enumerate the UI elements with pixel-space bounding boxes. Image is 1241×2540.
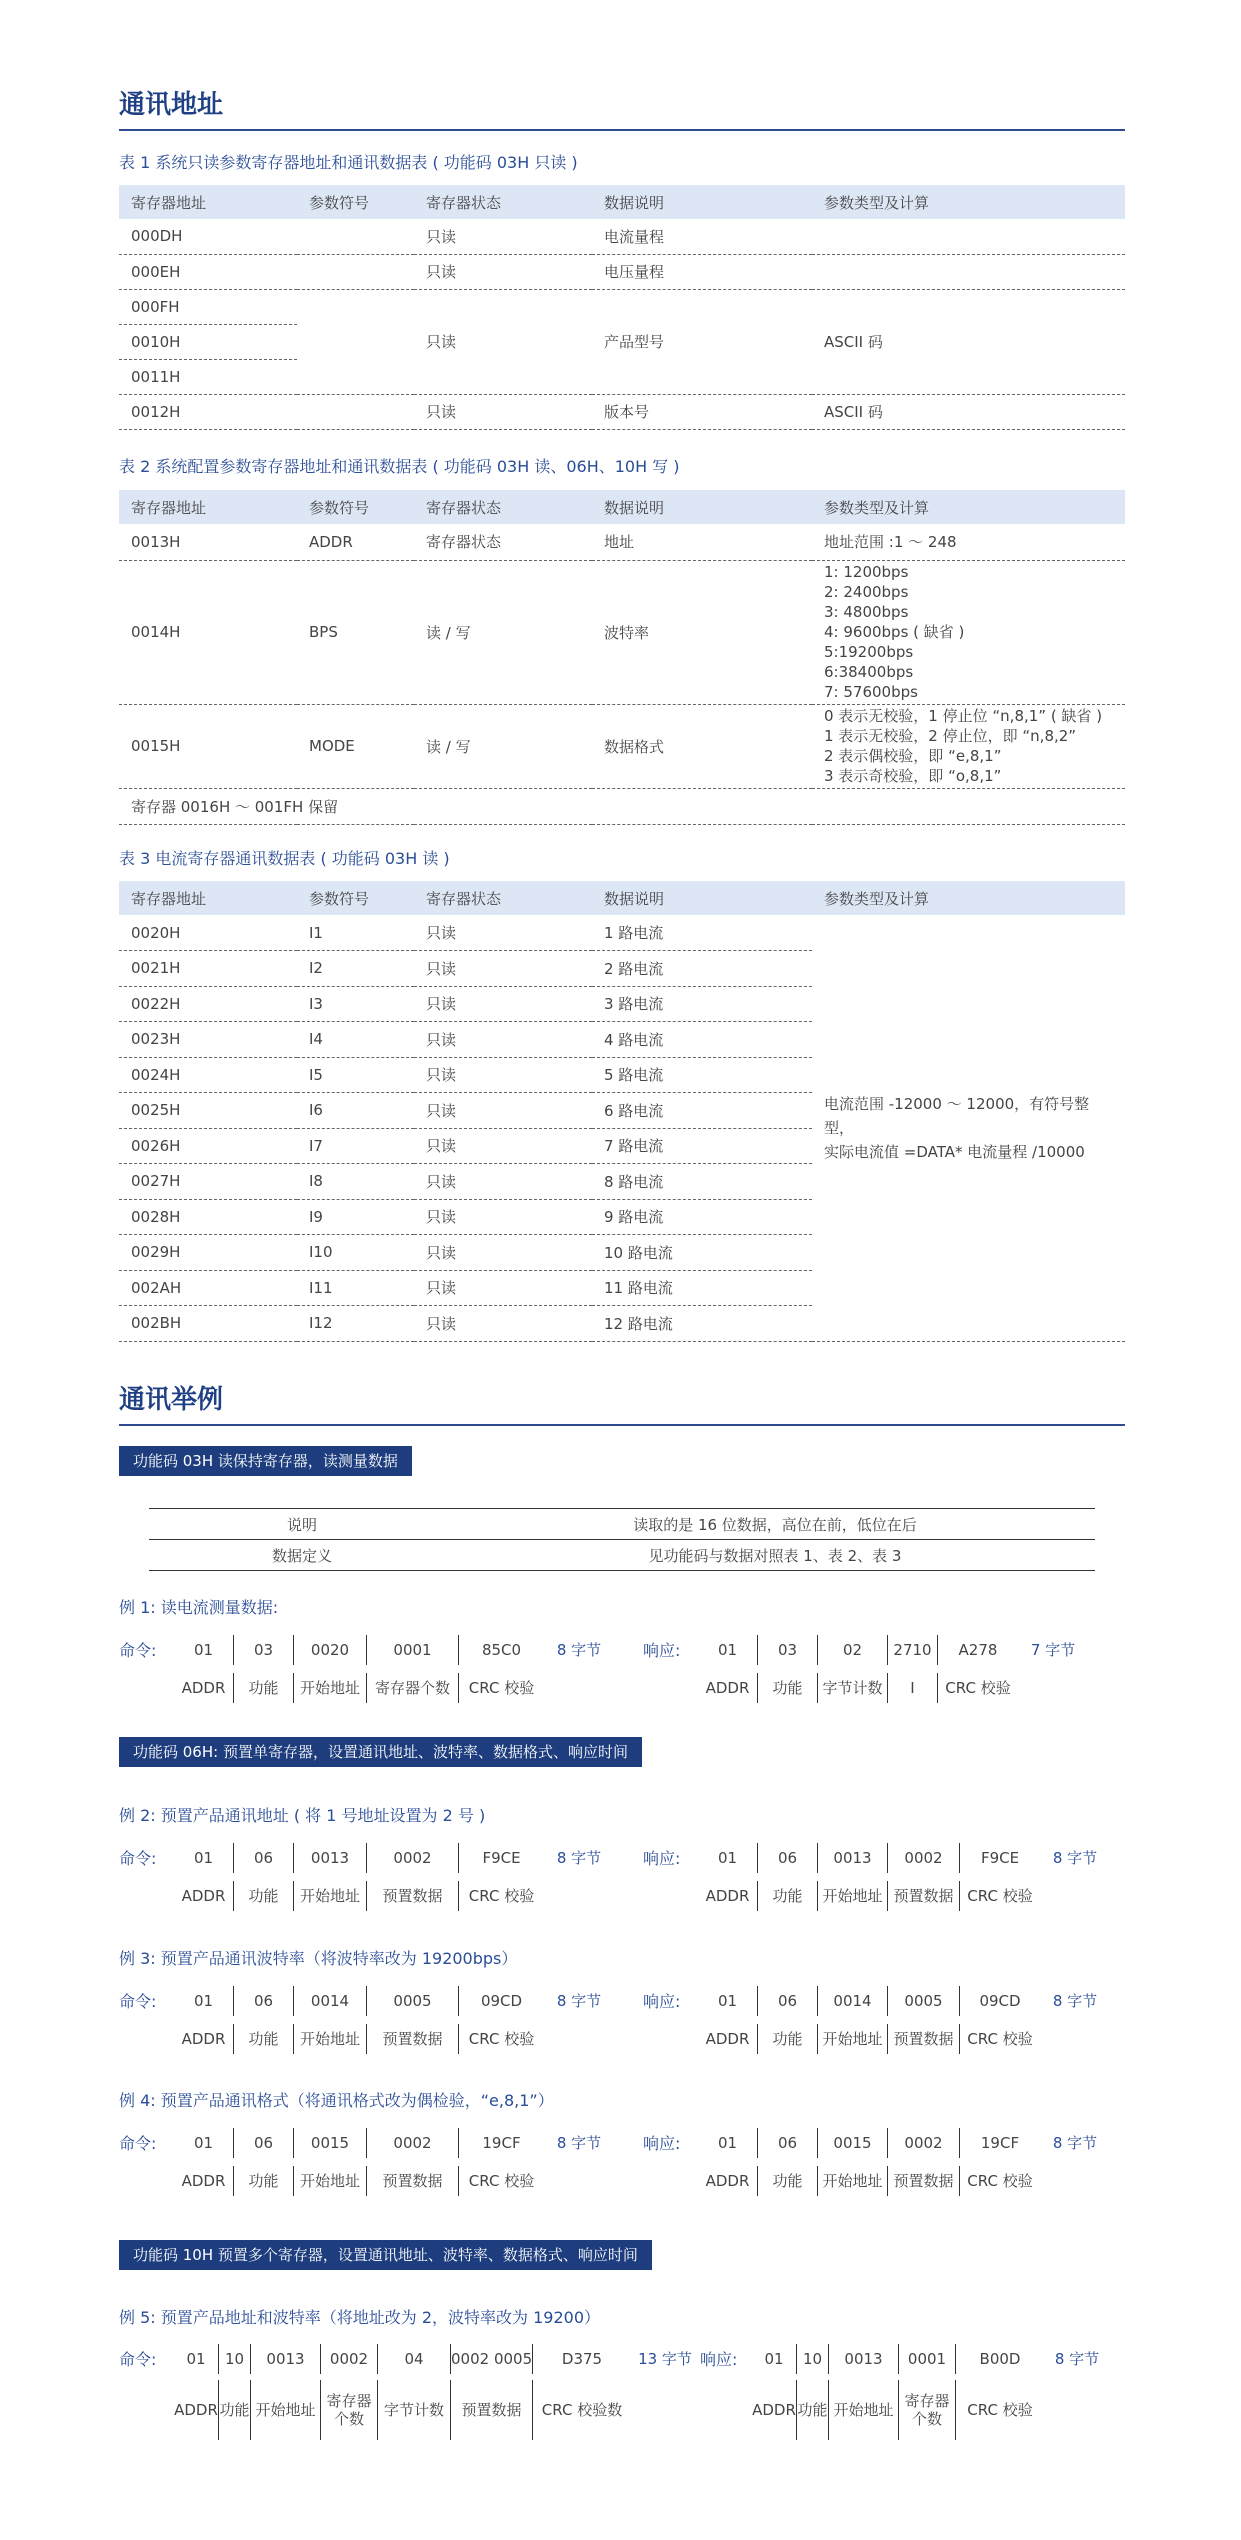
cell-state: 只读 <box>414 289 592 394</box>
example1-command-labels <box>174 1673 544 1703</box>
cmd-byte: 01 <box>174 1843 234 1873</box>
cell-type: ASCII 码 <box>812 394 1125 429</box>
resp-field-label: 开始地址 <box>829 2380 899 2440</box>
resp-byte: 0002 <box>888 2128 960 2158</box>
resp-field-label: ADDR <box>698 2166 758 2196</box>
cmd-byte-count: 8 字节 <box>556 2134 602 2152</box>
table-header-row <box>119 185 1125 219</box>
cmd-field-label: 开始地址 <box>251 2380 321 2440</box>
example1-command-bytes <box>174 1635 614 1665</box>
example5-title: 例 5: 预置产品地址和波特率（将地址改为 2，波特率改为 19200） <box>119 2308 600 2327</box>
resp-field-label: 开始地址 <box>818 1881 888 1911</box>
cell-addr: 0028H <box>119 1199 297 1235</box>
table1-caption: 表 1 系统只读参数寄存器地址和通讯数据表 ( 功能码 03H 只读 ) <box>119 153 578 172</box>
cell-state: 读 / 写 <box>414 704 592 788</box>
example4-response-labels <box>698 2166 1040 2196</box>
desc-value: 见功能码与数据对照表 1、表 2、表 3 <box>455 1540 1095 1571</box>
cmd-byte: 01 <box>174 1635 234 1665</box>
desc-value: 读取的是 16 位数据，高位在前，低位在后 <box>455 1509 1095 1540</box>
cell-desc: 9 路电流 <box>592 1199 812 1235</box>
cell-desc: 6 路电流 <box>592 1093 812 1129</box>
cell-sym: BPS <box>297 560 414 704</box>
resp-field-label: I <box>888 1673 938 1703</box>
resp-byte: 0014 <box>818 1986 888 2016</box>
cell-addr: 000EH <box>119 254 297 289</box>
cell-desc: 1 路电流 <box>592 915 812 951</box>
reserved-note: 寄存器 0016H ～ 001FH 保留 <box>119 788 1125 824</box>
section-title-examples: 通讯举例 <box>119 1385 224 1415</box>
example5-response-labels <box>752 2380 1044 2440</box>
cmd-byte: 01 <box>174 1986 234 2016</box>
example3-title: 例 3: 预置产品通讯波特率（将波特率改为 19200bps） <box>119 1949 518 1968</box>
cell-state: 只读 <box>414 394 592 429</box>
resp-byte: 0001 <box>899 2344 956 2374</box>
cell-desc: 7 路电流 <box>592 1128 812 1164</box>
cell-desc: 产品型号 <box>592 289 812 394</box>
format-option: 0 表示无校验，1 停止位 “n,8,1” ( 缺省 ) <box>824 707 1103 725</box>
resp-field-label: 功能 <box>797 2380 829 2440</box>
cell-sym: I12 <box>297 1306 414 1342</box>
header-cell: 寄存器状态 <box>414 490 592 524</box>
cell-desc: 电流量程 <box>592 219 812 254</box>
cmd-field-label: ADDR <box>174 2380 219 2440</box>
format-option: 3 表示奇校验，即 “o,8,1” <box>824 767 1002 785</box>
cell-addr: 0014H <box>119 560 297 704</box>
baud-option: 6:38400bps <box>824 663 914 681</box>
example2-command-bytes <box>174 1843 614 1873</box>
resp-byte: 0013 <box>818 1843 888 1873</box>
cell-addr: 0011H <box>119 359 297 394</box>
cell-desc: 波特率 <box>592 560 812 704</box>
response-label: 响应: <box>700 2350 738 2369</box>
example1-response-bytes <box>698 1635 1088 1665</box>
cell-addr: 0022H <box>119 986 297 1022</box>
cmd-byte-count: 8 字节 <box>556 1849 602 1867</box>
example1-title: 例 1: 读电流测量数据: <box>119 1598 279 1617</box>
resp-field-label: 功能 <box>758 1881 818 1911</box>
table-header-row <box>119 881 1125 915</box>
response-label: 响应: <box>643 1849 681 1868</box>
cell-state: 只读 <box>414 915 592 951</box>
example5-command-labels <box>174 2380 631 2440</box>
cell-state: 只读 <box>414 1199 592 1235</box>
cmd-byte: 0014 <box>294 1986 367 2016</box>
header-cell: 寄存器地址 <box>119 490 297 524</box>
command-label: 命令: <box>119 1849 157 1868</box>
cmd-field-label: 预置数据 <box>367 2024 459 2054</box>
cell-desc: 11 路电流 <box>592 1270 812 1306</box>
table-row <box>119 704 1125 788</box>
resp-byte: 03 <box>758 1635 818 1665</box>
header-cell: 参数类型及计算 <box>812 881 1125 915</box>
cmd-field-label: 功能 <box>234 1881 294 1911</box>
cell-state: 只读 <box>414 1306 592 1342</box>
cmd-field-label: 预置数据 <box>367 1881 459 1911</box>
resp-byte: A278 <box>958 1641 998 1659</box>
cell-desc: 5 路电流 <box>592 1057 812 1093</box>
resp-byte: 0002 <box>888 1843 960 1873</box>
cell-state: 只读 <box>414 1022 592 1058</box>
cmd-byte-count: 13 字节 <box>638 2350 692 2368</box>
section-rule <box>119 1424 1125 1426</box>
header-cell: 参数符号 <box>297 881 414 915</box>
resp-byte: 01 <box>698 2128 758 2158</box>
cmd-field-label: CRC 校验数 <box>541 2401 623 2419</box>
table1 <box>119 185 1125 430</box>
example2-title: 例 2: 预置产品通讯地址 ( 将 1 号地址设置为 2 号 ) <box>119 1806 486 1825</box>
resp-field-label: CRC 校验 <box>967 1887 1033 1905</box>
cell-type <box>812 254 1125 289</box>
resp-byte: 0015 <box>818 2128 888 2158</box>
cell-type <box>812 915 1125 1341</box>
current-formula-text: 实际电流值 =DATA* 电流量程 /10000 <box>824 1142 1085 1161</box>
cell-sym: I11 <box>297 1270 414 1306</box>
example1-response-labels <box>698 1673 1018 1703</box>
cell-sym: I1 <box>297 915 414 951</box>
cmd-field-label: ADDR <box>174 1881 234 1911</box>
baud-option: 2: 2400bps <box>824 583 909 601</box>
function-banner-03h: 功能码 03H 读保持寄存器，读测量数据 <box>119 1446 412 1476</box>
table-row <box>149 1540 1095 1571</box>
cmd-field-label: ADDR <box>174 2024 234 2054</box>
cell-state: 只读 <box>414 986 592 1022</box>
cmd-byte: 85C0 <box>481 1641 522 1659</box>
cmd-field-label: 开始地址 <box>294 2166 367 2196</box>
resp-field-label: 寄存器个数 <box>899 2380 956 2440</box>
header-cell: 寄存器地址 <box>119 881 297 915</box>
cell-state: 只读 <box>414 1093 592 1129</box>
cmd-field-label: 功能 <box>234 2166 294 2196</box>
resp-byte: 01 <box>698 1986 758 2016</box>
cell-state: 读 / 写 <box>414 560 592 704</box>
header-cell: 数据说明 <box>592 490 812 524</box>
current-range-text: 电流范围 -12000 ～ 12000，有符号整型， <box>824 1094 1090 1137</box>
table-row <box>119 219 1125 254</box>
cmd-byte: D375 <box>561 2350 603 2368</box>
cmd-byte-count: 8 字节 <box>556 1641 602 1659</box>
cell-desc: 12 路电流 <box>592 1306 812 1342</box>
resp-field-label: 开始地址 <box>818 2024 888 2054</box>
resp-byte: 01 <box>698 1843 758 1873</box>
resp-field-label: ADDR <box>698 1881 758 1911</box>
cmd-field-label: CRC 校验 <box>468 1679 535 1697</box>
cell-addr: 0012H <box>119 394 297 429</box>
resp-field-label: ADDR <box>752 2380 797 2440</box>
cell-addr: 0013H <box>119 524 297 560</box>
resp-field-label: 功能 <box>758 1673 818 1703</box>
cell-type <box>812 560 1125 704</box>
resp-field-label: 字节计数 <box>818 1673 888 1703</box>
table2-caption: 表 2 系统配置参数寄存器地址和通讯数据表 ( 功能码 03H 读、06H、10H 写 ) <box>119 457 680 476</box>
cmd-byte: 0013 <box>294 1843 367 1873</box>
example4-command-bytes <box>174 2128 614 2158</box>
cell-state: 只读 <box>414 1235 592 1271</box>
command-label: 命令: <box>119 1992 157 2011</box>
command-label: 命令: <box>119 2134 157 2153</box>
example2-response-labels <box>698 1881 1040 1911</box>
resp-byte: B00D <box>979 2350 1021 2368</box>
cmd-byte: 09CD <box>480 1992 523 2010</box>
cmd-byte: 0013 <box>251 2344 321 2374</box>
format-option: 2 表示偶校验，即 “e,8,1” <box>824 747 1002 765</box>
resp-byte: 2710 <box>888 1635 938 1665</box>
cell-state: 只读 <box>414 219 592 254</box>
cell-addr: 000DH <box>119 219 297 254</box>
table2 <box>119 490 1125 825</box>
function-banner-10h: 功能码 10H 预置多个寄存器，设置通讯地址、波特率、数据格式、响应时间 <box>119 2240 652 2270</box>
cmd-byte: 04 <box>378 2344 451 2374</box>
header-cell: 寄存器状态 <box>414 881 592 915</box>
table-row <box>119 915 1125 951</box>
header-cell: 参数符号 <box>297 185 414 219</box>
cell-addr: 0027H <box>119 1164 297 1200</box>
table3-caption: 表 3 电流寄存器通讯数据表 ( 功能码 03H 读 ) <box>119 849 450 868</box>
cell-desc: 10 路电流 <box>592 1235 812 1271</box>
cmd-byte: 0002 <box>367 2128 459 2158</box>
cell-desc: 2 路电流 <box>592 951 812 987</box>
cmd-byte: 01 <box>174 2344 219 2374</box>
cell-desc: 8 路电流 <box>592 1164 812 1200</box>
table-row <box>119 394 1125 429</box>
cell-addr: 0024H <box>119 1057 297 1093</box>
cmd-field-label: CRC 校验 <box>468 2030 535 2048</box>
cell-desc: 数据格式 <box>592 704 812 788</box>
cell-state: 只读 <box>414 1270 592 1306</box>
cmd-byte: 06 <box>234 1843 294 1873</box>
cell-addr: 002AH <box>119 1270 297 1306</box>
resp-field-label: 功能 <box>758 2024 818 2054</box>
cell-state: 只读 <box>414 951 592 987</box>
cmd-field-label: 寄存器个数 <box>321 2380 378 2440</box>
desc-key: 说明 <box>149 1509 455 1540</box>
cell-addr: 0021H <box>119 951 297 987</box>
resp-byte-count: 8 字节 <box>1054 2350 1100 2368</box>
cell-sym: I6 <box>297 1093 414 1129</box>
cmd-byte: F9CE <box>482 1849 521 1867</box>
cell-sym <box>297 394 414 429</box>
cmd-byte: 06 <box>234 1986 294 2016</box>
cmd-byte: 0002 <box>321 2344 378 2374</box>
example3-response-bytes <box>698 1986 1110 2016</box>
cmd-field-label: CRC 校验 <box>468 1887 535 1905</box>
cell-addr: 0029H <box>119 1235 297 1271</box>
resp-byte: 02 <box>818 1635 888 1665</box>
baud-option: 7: 57600bps <box>824 683 918 701</box>
resp-byte: 06 <box>758 1986 818 2016</box>
cmd-field-label: 预置数据 <box>367 2166 459 2196</box>
baud-option: 1: 1200bps <box>824 563 909 581</box>
cell-desc: 电压量程 <box>592 254 812 289</box>
cell-type <box>812 704 1125 788</box>
cell-desc: 版本号 <box>592 394 812 429</box>
header-cell: 参数符号 <box>297 490 414 524</box>
example5-response-bytes <box>752 2344 1110 2374</box>
cell-type: ASCII 码 <box>812 289 1125 394</box>
cell-addr: 0023H <box>119 1022 297 1058</box>
cmd-field-label: 开始地址 <box>294 1881 367 1911</box>
cell-addr: 0010H <box>119 324 297 359</box>
command-label: 命令: <box>119 2350 157 2369</box>
response-label: 响应: <box>643 1641 681 1660</box>
cell-desc: 4 路电流 <box>592 1022 812 1058</box>
cell-sym: I7 <box>297 1128 414 1164</box>
desc-key: 数据定义 <box>149 1540 455 1571</box>
cell-sym: I5 <box>297 1057 414 1093</box>
resp-field-label: CRC 校验 <box>967 2401 1033 2419</box>
cell-state: 只读 <box>414 1164 592 1200</box>
resp-byte: F9CE <box>980 1849 1020 1867</box>
resp-byte: 01 <box>752 2344 797 2374</box>
cmd-byte: 0002 0005 <box>451 2344 533 2374</box>
header-cell: 寄存器地址 <box>119 185 297 219</box>
resp-byte: 06 <box>758 2128 818 2158</box>
cmd-byte: 0005 <box>367 1986 459 2016</box>
cmd-field-label: ADDR <box>174 1673 234 1703</box>
section-title-address: 通讯地址 <box>119 90 224 120</box>
resp-byte: 01 <box>698 1635 758 1665</box>
cmd-field-label: ADDR <box>174 2166 234 2196</box>
cmd-field-label: 寄存器个数 <box>367 1673 459 1703</box>
resp-byte-count: 8 字节 <box>1052 1849 1098 1867</box>
example3-command-labels <box>174 2024 544 2054</box>
description-table <box>149 1508 1095 1571</box>
cell-addr: 0020H <box>119 915 297 951</box>
cmd-byte: 0020 <box>294 1635 367 1665</box>
resp-byte-count: 8 字节 <box>1052 1992 1098 2010</box>
cell-sym: I2 <box>297 951 414 987</box>
cell-type <box>812 219 1125 254</box>
table-row <box>119 560 1125 704</box>
cell-state: 只读 <box>414 1128 592 1164</box>
resp-field-label: ADDR <box>698 1673 758 1703</box>
example3-command-bytes <box>174 1986 614 2016</box>
cmd-field-label: 开始地址 <box>294 2024 367 2054</box>
cell-addr: 000FH <box>119 289 297 324</box>
example4-title: 例 4: 预置产品通讯格式（将通讯格式改为偶检验，“e,8,1”） <box>119 2091 554 2110</box>
resp-field-label: CRC 校验 <box>945 1679 1011 1697</box>
baud-option: 4: 9600bps ( 缺省 ) <box>824 623 965 641</box>
resp-byte-count: 8 字节 <box>1052 2134 1098 2152</box>
cmd-byte: 01 <box>174 2128 234 2158</box>
table-row <box>119 254 1125 289</box>
cell-addr: 0015H <box>119 704 297 788</box>
cmd-byte: 0002 <box>367 1843 459 1873</box>
cmd-byte: 0015 <box>294 2128 367 2158</box>
cmd-byte: 10 <box>219 2344 251 2374</box>
cmd-byte: 06 <box>234 2128 294 2158</box>
baud-option: 3: 4800bps <box>824 603 909 621</box>
cell-addr: 002BH <box>119 1306 297 1342</box>
example4-response-bytes <box>698 2128 1110 2158</box>
resp-field-label: 预置数据 <box>888 2024 960 2054</box>
function-banner-06h: 功能码 06H: 预置单寄存器，设置通讯地址、波特率、数据格式、响应时间 <box>119 1737 642 1767</box>
cell-sym: I9 <box>297 1199 414 1235</box>
cmd-field-label: 预置数据 <box>451 2380 533 2440</box>
cmd-field-label: 功能 <box>219 2380 251 2440</box>
example2-response-bytes <box>698 1843 1110 1873</box>
header-cell: 参数类型及计算 <box>812 185 1125 219</box>
header-cell: 数据说明 <box>592 185 812 219</box>
cell-sym: MODE <box>297 704 414 788</box>
example2-command-labels <box>174 1881 544 1911</box>
resp-field-label: 预置数据 <box>888 1881 960 1911</box>
cmd-byte: 0001 <box>367 1635 459 1665</box>
resp-field-label: 开始地址 <box>818 2166 888 2196</box>
cell-sym: I10 <box>297 1235 414 1271</box>
cmd-field-label: 字节计数 <box>378 2380 451 2440</box>
cell-sym: I3 <box>297 986 414 1022</box>
resp-byte: 09CD <box>979 1992 1021 2010</box>
response-label: 响应: <box>643 2134 681 2153</box>
cell-sym <box>297 359 414 394</box>
cell-state: 只读 <box>414 1057 592 1093</box>
resp-byte: 06 <box>758 1843 818 1873</box>
cmd-byte: 03 <box>234 1635 294 1665</box>
cell-type: 地址范围 :1 ～ 248 <box>812 524 1125 560</box>
cell-sym <box>297 254 414 289</box>
cmd-field-label: CRC 校验 <box>468 2172 535 2190</box>
cell-sym: ADDR <box>297 524 414 560</box>
cell-desc: 地址 <box>592 524 812 560</box>
resp-field-label: CRC 校验 <box>967 2030 1033 2048</box>
table-row <box>119 289 1125 324</box>
cmd-byte-count: 8 字节 <box>556 1992 602 2010</box>
example3-response-labels <box>698 2024 1040 2054</box>
cell-state: 只读 <box>414 254 592 289</box>
section-rule <box>119 129 1125 131</box>
table-row <box>119 524 1125 560</box>
resp-byte-count: 7 字节 <box>1030 1641 1076 1659</box>
table-row <box>149 1509 1095 1540</box>
cell-sym <box>297 289 414 324</box>
cell-desc: 3 路电流 <box>592 986 812 1022</box>
cell-sym: I4 <box>297 1022 414 1058</box>
header-cell: 参数类型及计算 <box>812 490 1125 524</box>
command-label: 命令: <box>119 1641 157 1660</box>
response-label: 响应: <box>643 1992 681 2011</box>
cmd-field-label: 功能 <box>234 1673 294 1703</box>
cell-state: 寄存器状态 <box>414 524 592 560</box>
example4-command-labels <box>174 2166 544 2196</box>
cell-sym <box>297 324 414 359</box>
resp-field-label: ADDR <box>698 2024 758 2054</box>
table-header-row <box>119 490 1125 524</box>
cell-sym: I8 <box>297 1164 414 1200</box>
resp-byte: 10 <box>797 2344 829 2374</box>
table-row <box>119 788 1125 824</box>
cmd-byte: 19CF <box>482 2134 521 2152</box>
cell-sym <box>297 219 414 254</box>
cmd-field-label: 开始地址 <box>294 1673 367 1703</box>
resp-byte: 0005 <box>888 1986 960 2016</box>
resp-byte: 0013 <box>829 2344 899 2374</box>
header-cell: 数据说明 <box>592 881 812 915</box>
format-option: 1 表示无校验，2 停止位，即 “n,8,2” <box>824 727 1077 745</box>
baud-option: 5:19200bps <box>824 643 914 661</box>
table3 <box>119 881 1125 1342</box>
resp-byte: 19CF <box>980 2134 1020 2152</box>
resp-field-label: 功能 <box>758 2166 818 2196</box>
header-cell: 寄存器状态 <box>414 185 592 219</box>
cmd-field-label: 功能 <box>234 2024 294 2054</box>
cell-addr: 0026H <box>119 1128 297 1164</box>
resp-field-label: CRC 校验 <box>967 2172 1033 2190</box>
cell-addr: 0025H <box>119 1093 297 1129</box>
example5-command-bytes <box>174 2344 699 2374</box>
resp-field-label: 预置数据 <box>888 2166 960 2196</box>
